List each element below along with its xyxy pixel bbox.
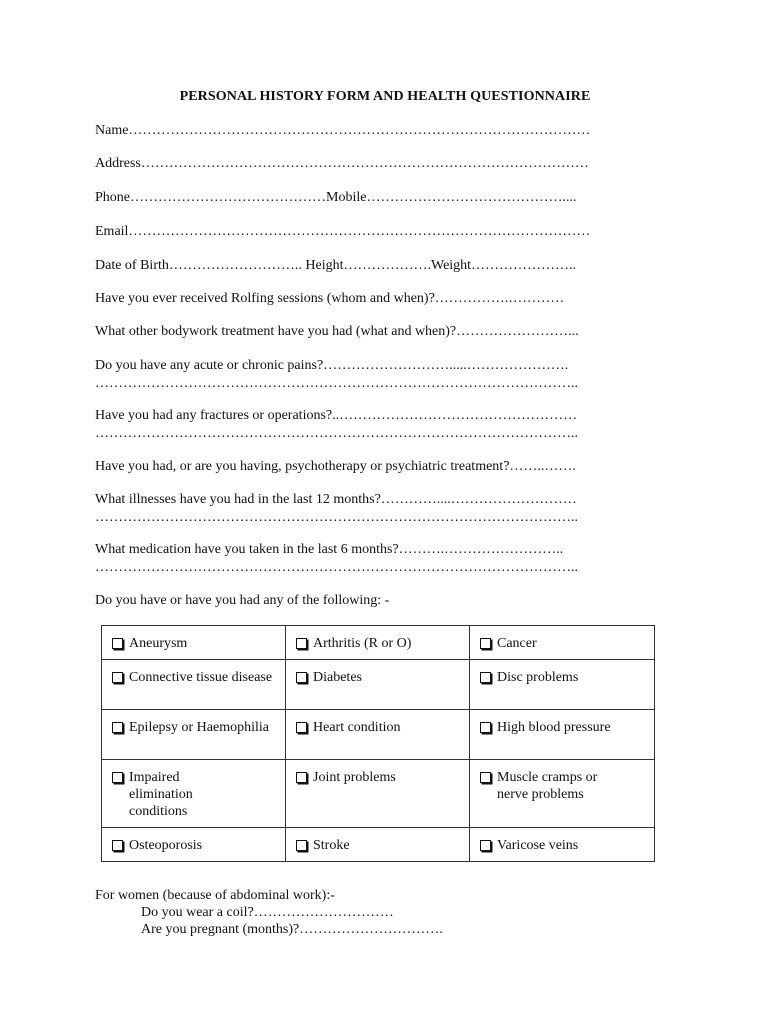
condition-cell[interactable] [470,626,655,660]
condition-cell[interactable] [470,760,655,828]
condition-label: High blood pressure [497,720,611,735]
conditions-row [102,660,655,710]
condition-label: Connective tissue disease [129,670,273,685]
checkbox-icon[interactable] [296,772,307,783]
medication-continuation-line[interactable]: ………………………………………………………………………………………….. [95,560,578,575]
conditions-table [101,625,655,862]
medication-question[interactable]: What medication have you taken in the last 6 months?……….…………………….. [95,542,564,557]
pregnant-question[interactable]: Are you pregnant (months)?…………………………. [141,922,443,937]
phone-mobile-field[interactable]: Phone……………………………………Mobile…………………………………….... [95,190,577,205]
checkbox-icon[interactable] [480,672,491,683]
condition-label: Aneurysm [129,636,188,651]
condition-cell[interactable] [286,660,470,710]
condition-cell[interactable] [102,660,286,710]
psychotherapy-question[interactable]: Have you had, or are you having, psychotherapy or psychiatric treatment?……..……. [95,459,576,474]
checkbox-icon[interactable] [296,840,307,851]
condition-label: Diabetes [313,670,362,685]
condition-label: Epilepsy or Haemophilia [129,720,269,735]
pains-question[interactable]: Do you have any acute or chronic pains?……………………….....…………………. [95,358,569,373]
checkbox-icon[interactable] [112,672,123,683]
checkbox-icon[interactable] [296,638,307,649]
fractures-continuation-line[interactable]: ………………………………………………………………………………………….. [95,426,578,441]
condition-cell[interactable] [102,710,286,760]
checkbox-icon[interactable] [480,840,491,851]
condition-cell[interactable] [286,626,470,660]
condition-cell[interactable] [102,760,286,828]
checkbox-icon[interactable] [480,772,491,783]
checkbox-icon[interactable] [112,722,123,733]
condition-cell[interactable] [470,710,655,760]
checkbox-icon[interactable] [296,672,307,683]
condition-label: Heart condition [313,720,401,735]
illnesses-continuation-line[interactable]: ………………………………………………………………………………………….. [95,510,578,525]
condition-label: Stroke [313,838,350,853]
address-field[interactable]: Address…………………………………………………………………………………… [95,156,589,171]
condition-cell[interactable] [286,828,470,862]
dob-height-weight-field[interactable]: Date of Birth……………………….. Height……………….Weight………………….. [95,258,577,273]
email-field[interactable]: Email……………………………………………………………………………………… [95,224,591,239]
rolfing-question[interactable]: Have you ever received Rolfing sessions (whom and when)?…………….………… [95,291,565,306]
bodywork-question[interactable]: What other bodywork treatment have you had (what and when)?……………………... [95,324,579,339]
conditions-row [102,626,655,660]
condition-label: Cancer [497,636,537,651]
form-title: PERSONAL HISTORY FORM AND HEALTH QUESTIONNAIRE [179,89,591,104]
illnesses-question[interactable]: What illnesses have you had in the last 12 months?…………....……………………… [95,492,577,507]
condition-label: Impaired elimination conditions [129,770,193,819]
pains-continuation-line[interactable]: ………………………………………………………………………………………….. [95,376,578,391]
name-field[interactable]: Name……………………………………………………………………………………… [95,123,591,138]
condition-cell[interactable] [102,626,286,660]
conditions-intro: Do you have or have you had any of the following: - [95,593,390,608]
condition-cell[interactable] [470,660,655,710]
condition-label: Muscle cramps or nerve problems [497,770,598,802]
condition-label: Disc problems [497,670,579,685]
women-heading: For women (because of abdominal work):- [95,888,335,903]
condition-cell[interactable] [286,760,470,828]
condition-cell[interactable] [286,710,470,760]
checkbox-icon[interactable] [480,638,491,649]
condition-label: Osteoporosis [129,838,203,853]
fractures-question[interactable]: Have you had any fractures or operations?..…………………………………………… [95,408,578,423]
checkbox-icon[interactable] [112,772,123,783]
conditions-row [102,760,655,828]
condition-label: Arthritis (R or O) [313,636,412,651]
coil-question[interactable]: Do you wear a coil?………………………… [141,905,394,920]
checkbox-icon[interactable] [112,638,123,649]
checkbox-icon[interactable] [296,722,307,733]
conditions-row [102,828,655,862]
condition-cell[interactable] [470,828,655,862]
condition-cell[interactable] [102,828,286,862]
conditions-row [102,710,655,760]
condition-label: Varicose veins [497,838,579,853]
checkbox-icon[interactable] [480,722,491,733]
checkbox-icon[interactable] [112,840,123,851]
condition-label: Joint problems [313,770,396,785]
